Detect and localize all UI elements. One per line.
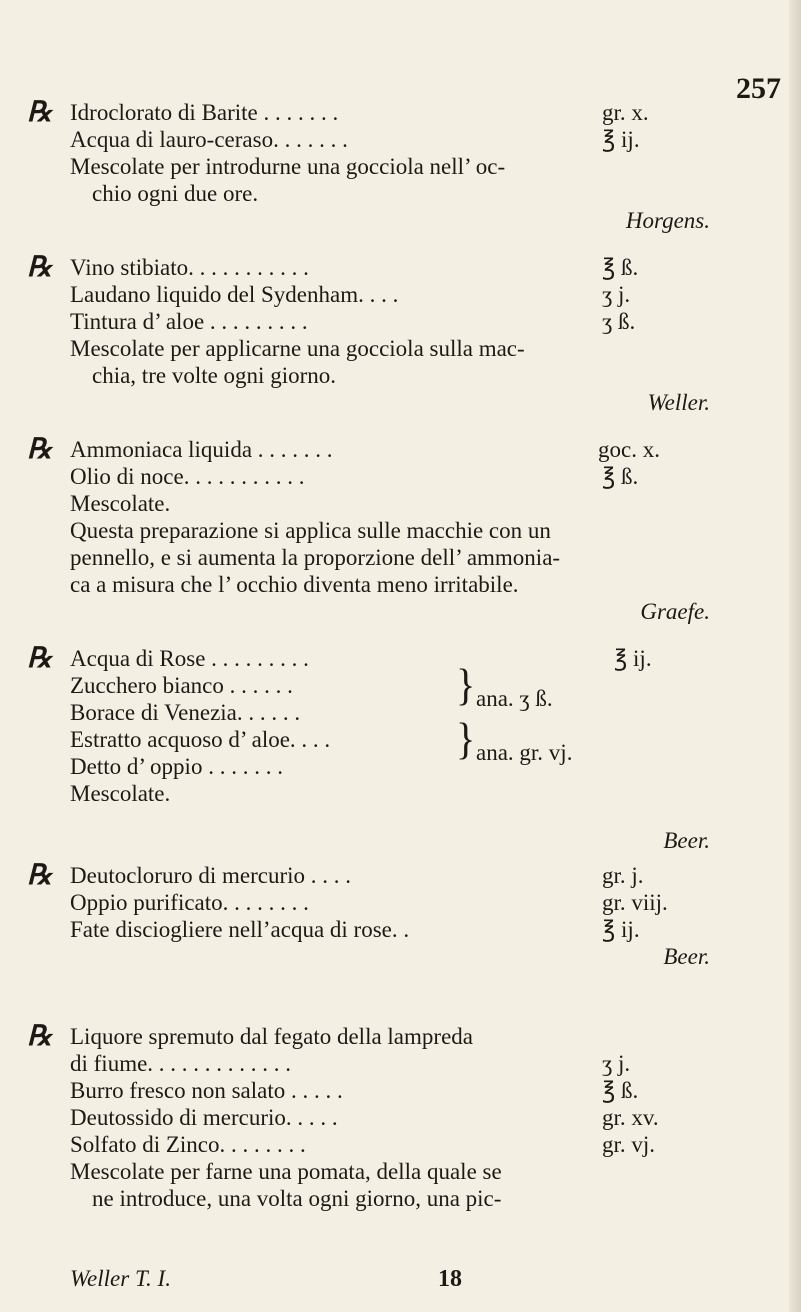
author: Graefe.	[640, 599, 710, 624]
recipe-6	[27, 1021, 710, 1212]
brace: }	[456, 659, 476, 710]
quantity: ʒ ß.	[602, 309, 636, 334]
instructions-cont: chio ogni due ore.	[92, 181, 259, 206]
author: Horgens.	[625, 208, 710, 233]
quantity: gr. vj.	[602, 1132, 656, 1157]
recipe-symbol: ℞	[27, 252, 53, 283]
ingredient: Idroclorato di Barite . . . . . . .	[70, 100, 339, 125]
quantity: goc. x.	[598, 437, 660, 462]
ingredient: Olio di noce. . . . . . . . . . .	[70, 464, 305, 489]
ingredient: Acqua di Rose . . . . . . . . .	[70, 646, 309, 671]
recipe-2	[27, 252, 710, 416]
quantity: ℥ ij.	[602, 127, 640, 152]
ingredient: Deutocloruro di mercurio . . . .	[70, 863, 352, 888]
recipe-symbol: ℞	[27, 860, 53, 891]
ingredient: Tintura d’ aloe . . . . . . . . .	[70, 309, 308, 334]
quantity: gr. x.	[602, 100, 649, 125]
recipe-1	[27, 97, 710, 234]
signature-mark: 18	[438, 1266, 462, 1292]
ingredient: Solfato di Zinco. . . . . . . .	[70, 1132, 306, 1157]
ingredient: di fiume. . . . . . . . . . . . .	[70, 1051, 292, 1076]
ingredient: Liquore spremuto dal fegato della lampreda	[70, 1024, 473, 1049]
page-edge	[789, 0, 801, 1312]
ingredient: Fate disciogliere nell’acqua di rose. .	[70, 917, 410, 942]
ingredient: Estratto acquoso d’ aloe. . . .	[70, 727, 331, 752]
recipe-symbol: ℞	[27, 434, 53, 465]
quantity: ℥ ß.	[602, 1078, 639, 1103]
quantity: ℥ ß.	[602, 464, 639, 489]
quantity: gr. viij.	[602, 890, 668, 915]
quantity: ℥ ß.	[602, 255, 639, 280]
instructions: Mescolate per applicarne una gocciola sulla mac-	[70, 336, 525, 361]
ingredient: Deutossido di mercurio. . . . .	[70, 1105, 338, 1130]
quantity: gr. xv.	[602, 1105, 659, 1130]
ingredient: Oppio purificato. . . . . . . .	[70, 890, 309, 915]
recipe-symbol: ℞	[27, 97, 53, 128]
ingredient: Ammoniaca liquida . . . . . . .	[70, 437, 333, 462]
ingredient: Burro fresco non salato . . . . .	[70, 1078, 343, 1103]
recipe-symbol: ℞	[27, 1021, 53, 1052]
brace: }	[456, 713, 476, 764]
recipe-4	[27, 643, 710, 854]
instructions-cont: ne introduce, una volta ogni giorno, una pic-	[92, 1186, 502, 1211]
page-number: 257	[736, 72, 781, 105]
quantity-group: ana. ʒ ß.	[476, 686, 553, 711]
ingredient: Laudano liquido del Sydenham. . . .	[70, 282, 399, 307]
footer-author: Weller T. I.	[70, 1266, 171, 1291]
quantity: ʒ j.	[602, 282, 631, 307]
ingredient: Acqua di lauro-ceraso. . . . . . .	[70, 127, 348, 152]
instructions: Mescolate.	[70, 781, 171, 806]
instructions-cont: chia, tre volte ogni giorno.	[92, 363, 336, 388]
quantity-group: ana. gr. vj.	[476, 740, 573, 765]
quantity: ℥ ij.	[602, 917, 640, 942]
ingredient: Zucchero bianco . . . . . .	[70, 673, 293, 698]
author: Weller.	[647, 390, 710, 415]
recipe-5	[27, 860, 710, 970]
quantity: ʒ j.	[602, 1051, 631, 1076]
instructions: Mescolate per introdurne una gocciola nell’ oc-	[70, 154, 506, 179]
ingredient: Detto d’ oppio . . . . . . .	[70, 754, 283, 779]
instructions: Mescolate.	[70, 491, 171, 516]
ingredient: Borace di Venezia. . . . . .	[70, 700, 301, 725]
note-line: pennello, e si aumenta la proporzione dell’ ammonia-	[70, 545, 561, 570]
ingredient: Vino stibiato. . . . . . . . . . .	[70, 255, 309, 280]
author: Beer.	[663, 828, 710, 853]
instructions: Mescolate per farne una pomata, della quale se	[70, 1159, 502, 1184]
quantity: gr. j.	[602, 863, 644, 888]
recipe-3	[27, 434, 710, 625]
author: Beer.	[663, 944, 710, 969]
page-footer	[70, 1266, 710, 1292]
quantity: ℥ ij.	[614, 646, 652, 671]
recipe-symbol: ℞	[27, 643, 53, 674]
note-line: Questa preparazione si applica sulle macchie con un	[70, 518, 551, 543]
note-line: ca a misura che l’ occhio diventa meno irritabile.	[70, 572, 519, 597]
